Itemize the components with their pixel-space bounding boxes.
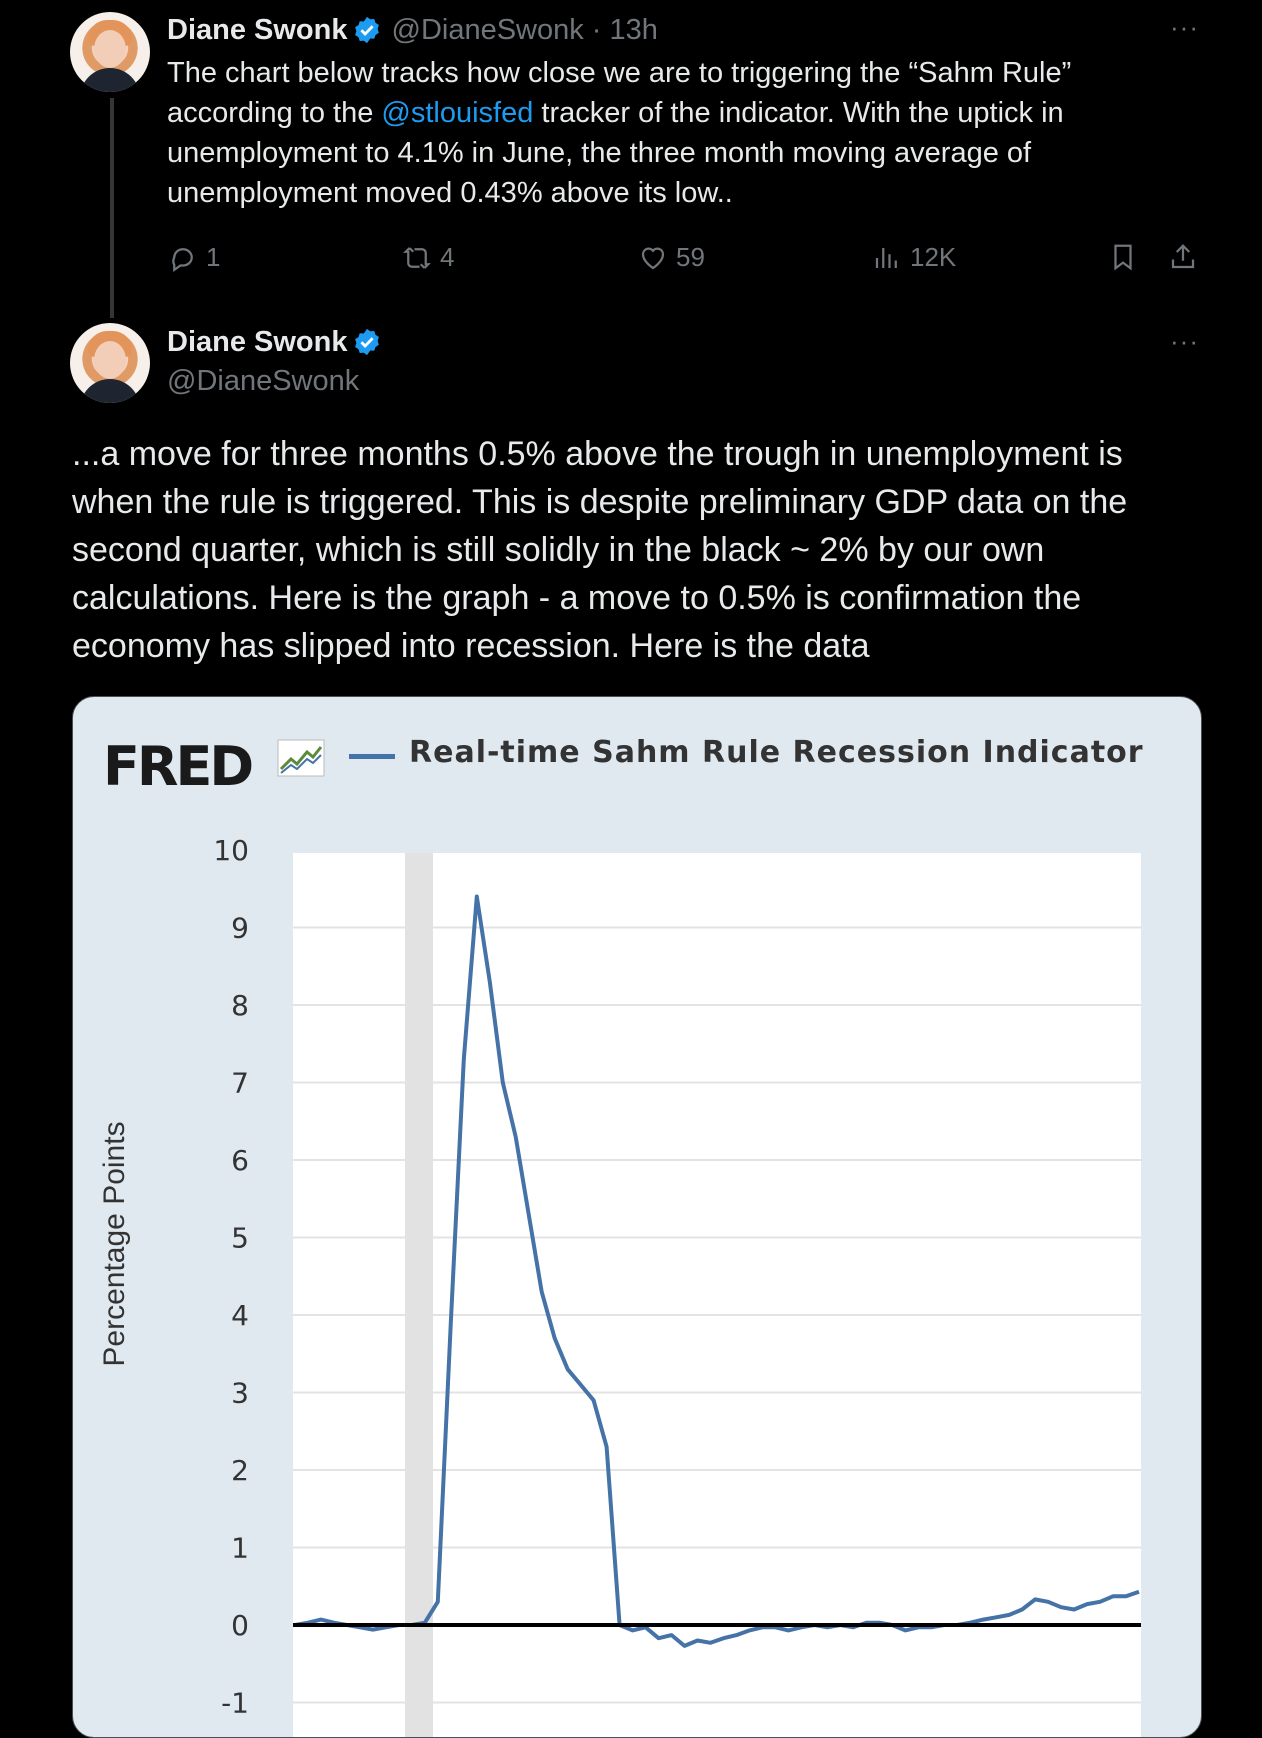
views-icon (872, 243, 902, 273)
like-count: 59 (676, 242, 705, 272)
fred-logo: FRED (103, 735, 252, 798)
chart-image[interactable] (72, 696, 1202, 1738)
author-handle[interactable]: @DianeSwonk (167, 365, 360, 397)
bookmark-icon (1108, 242, 1138, 272)
y-tick-label: 3 (231, 1376, 249, 1410)
reply-count: 1 (206, 242, 221, 272)
tweet2-header (167, 322, 382, 362)
share-button[interactable] (1168, 242, 1198, 272)
like-icon (638, 243, 668, 273)
handle-and-time[interactable]: @DianeSwonk · 13h (391, 13, 658, 46)
y-tick-label: 1 (231, 1531, 249, 1565)
avatar-face (94, 30, 126, 68)
author-avatar[interactable] (70, 323, 150, 403)
y-tick-label: 5 (231, 1221, 249, 1255)
y-tick-label: -1 (221, 1686, 249, 1720)
tweet2-text: ...a move for three months 0.5% above the trough in unemployment is when the rule is triggered. This is despite preliminary GDP data on the second quarter, which is still solidly in the black ~ 2% by our own calculations. Here is the graph - a move to 0.5% is confirmation the economy has slipped into recession. Here is the data (72, 435, 1128, 665)
more-icon[interactable]: ··· (1170, 12, 1199, 42)
tweet1-text-part2: tracker of the indicator. With the uptick in unemployment to 4.1% in June, the three month moving average of unemployment moved 0.43% above its low.. (167, 97, 1064, 209)
views-button[interactable] (872, 242, 956, 273)
repost-count: 4 (440, 242, 455, 272)
y-tick-label: 7 (231, 1066, 249, 1100)
mention-link[interactable]: @stlouisfed (381, 97, 534, 129)
y-axis-label: Percentage Points (98, 1121, 131, 1367)
y-tick-label: 9 (231, 911, 249, 945)
tweet1-text-part1: The chart below tracks how close we are to triggering the “Sahm Rule” according to the (167, 57, 1072, 129)
views-count: 12K (910, 242, 957, 272)
recession-shading (405, 853, 433, 1737)
y-tick-label: 0 (231, 1609, 249, 1642)
y-tick-label: 2 (231, 1454, 249, 1487)
reply-button[interactable] (168, 242, 220, 273)
y-tick-label: 4 (231, 1299, 249, 1332)
verified-icon (352, 15, 382, 45)
more-icon[interactable]: ··· (1170, 326, 1199, 356)
line-chart (73, 697, 1201, 1737)
verified-icon (352, 327, 382, 357)
thread-connector (110, 98, 114, 318)
like-button[interactable] (638, 242, 705, 273)
share-icon (1168, 242, 1198, 272)
avatar-body (80, 379, 140, 403)
author-name[interactable]: Diane Swonk (167, 13, 348, 46)
author-name[interactable]: Diane Swonk (167, 325, 348, 358)
tweet1-header (167, 10, 658, 50)
y-tick-label: 8 (231, 989, 249, 1022)
author-avatar[interactable] (70, 12, 150, 92)
reply-icon (168, 243, 198, 273)
repost-icon (402, 243, 432, 273)
tweet1-text (167, 53, 1167, 213)
repost-button[interactable] (402, 242, 454, 273)
avatar-face (94, 341, 126, 379)
y-tick-label: 10 (213, 834, 249, 867)
y-tick-label: 6 (231, 1144, 249, 1177)
avatar-body (80, 68, 140, 92)
bookmark-button[interactable] (1108, 242, 1138, 272)
chart-title: Real-time Sahm Rule Recession Indicator (409, 735, 1144, 770)
